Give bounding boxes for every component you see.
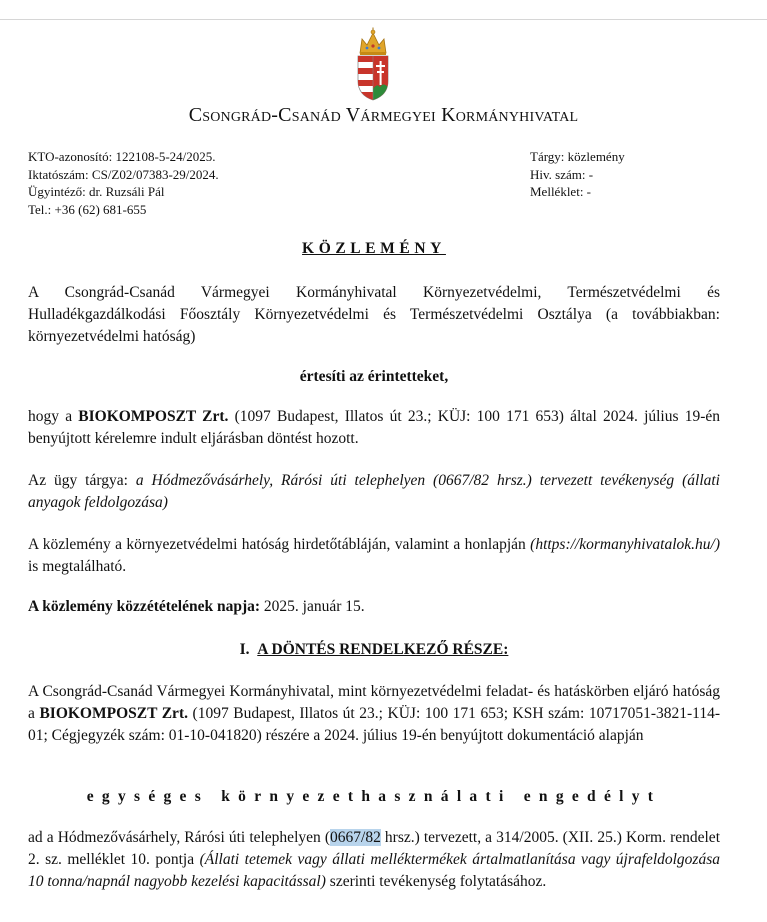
website-url: (https://kormanyhivatalok.hu/)	[530, 536, 720, 553]
subject-italic: a Hódmezővásárhely, Rárósi úti telephelyen (0667/82 hrsz.) tervezett tevékenység (állati anyagok feldolgozása)	[28, 472, 720, 511]
reference-number: Hiv. szám: -	[530, 166, 594, 182]
authority-prefix: A Csongrád-Csanád Vármegyei Kormányhivatal, mint környezetvédelmi feladat- és hatáskörben eljáró hatóság a	[28, 683, 720, 722]
decision-paragraph	[28, 406, 720, 450]
hungarian-coat-of-arms-icon	[355, 27, 391, 101]
authority-rest: (1097 Budapest, Illatos út 23.; KÜJ: 100 171 653; KSH szám: 10717051-3821-114-01; Cégjegyzék szám: 01-10-041820) részére a 2024. július 19-én benyújtott dokumentáció alapján	[28, 705, 721, 744]
page-top-border	[0, 19, 767, 20]
notice-prefix: A közlemény a környezetvédelmi hatóság hirdetőtábláján, valamint a honlapján	[28, 536, 531, 553]
case-officer: Ügyintéző: dr. Ruzsáli Pál	[28, 184, 165, 199]
subject: Tárgy: közlemény	[530, 149, 625, 164]
section-number: I.	[239, 641, 250, 658]
company-name: BIOKOMPOSZT Zrt.	[39, 705, 188, 722]
final-italic: (Állati tetemek vagy állati melléktermékek ártalmatlanítása vagy újrafeldolgozása 10 tonna/napnál nagyobb kezelési kapacitással)	[28, 851, 720, 890]
notify-text: értesíti az érintetteket,	[299, 368, 449, 385]
final-paragraph	[28, 827, 720, 893]
document-title: KÖZLEMÉNY	[302, 240, 446, 257]
kto-id: KTO-azonosító: 122108-5-24/2025.	[28, 149, 216, 164]
document-meta-left	[28, 148, 219, 218]
section-heading	[28, 639, 720, 661]
phone-number: Tel.: +36 (62) 681-655	[28, 201, 147, 217]
subject-paragraph	[28, 470, 720, 514]
final-prefix: ad a Hódmezővásárhely, Rárósi úti telephelyen (	[28, 829, 331, 846]
attachment: Melléklet: -	[530, 184, 592, 199]
notice-suffix: is megtalálható.	[28, 558, 127, 575]
authority-paragraph	[28, 681, 720, 747]
office-name: Csongrád-Csanád Vármegyei Kormányhivatal	[188, 104, 579, 126]
publish-date-label: A közlemény közzétételének napja:	[28, 598, 261, 615]
permit-heading-row	[28, 786, 720, 808]
document-meta-right	[530, 148, 625, 201]
company-name: BIOKOMPOSZT Zrt.	[78, 408, 229, 425]
notify-line	[28, 366, 720, 388]
final-middle: hrsz.) tervezett, a 314/2005. (XII. 25.) Korm. rendelet 2. sz. melléklet 10. pontja	[28, 829, 720, 868]
permit-heading: egységes környezethasználati engedélyt	[86, 788, 662, 805]
intro-paragraph: A Csongrád-Csanád Vármegyei Kormányhivatal Környezetvédelmi, Természetvédelmi és Hulladékgazdálkodási Főosztály Környezetvédelmi és Természetvédelmi Osztálya (a továbbiakban: környezetvédelmi hatóság)	[28, 284, 720, 345]
highlighted-parcel-number[interactable]: 0667/82	[330, 829, 381, 846]
final-suffix: szerinti tevékenység folytatásához.	[325, 873, 547, 890]
document-title-row	[28, 238, 720, 260]
publish-date-paragraph	[28, 596, 720, 618]
decision-prefix: hogy a	[28, 408, 79, 425]
publish-date-value: 2025. január 15.	[260, 598, 365, 615]
subject-prefix: Az ügy tárgya:	[28, 472, 136, 489]
decision-rest: (1097 Budapest, Illatos út 23.; KÜJ: 100 171 653) által 2024. július 19-én benyújtott kérelemre indult eljárásban döntést hozott.	[28, 408, 720, 447]
file-number: Iktatószám: CS/Z02/07383-29/2024.	[28, 166, 219, 182]
section-title: A DÖNTÉS RENDELKEZŐ RÉSZE:	[257, 641, 509, 658]
notice-paragraph	[28, 534, 720, 578]
